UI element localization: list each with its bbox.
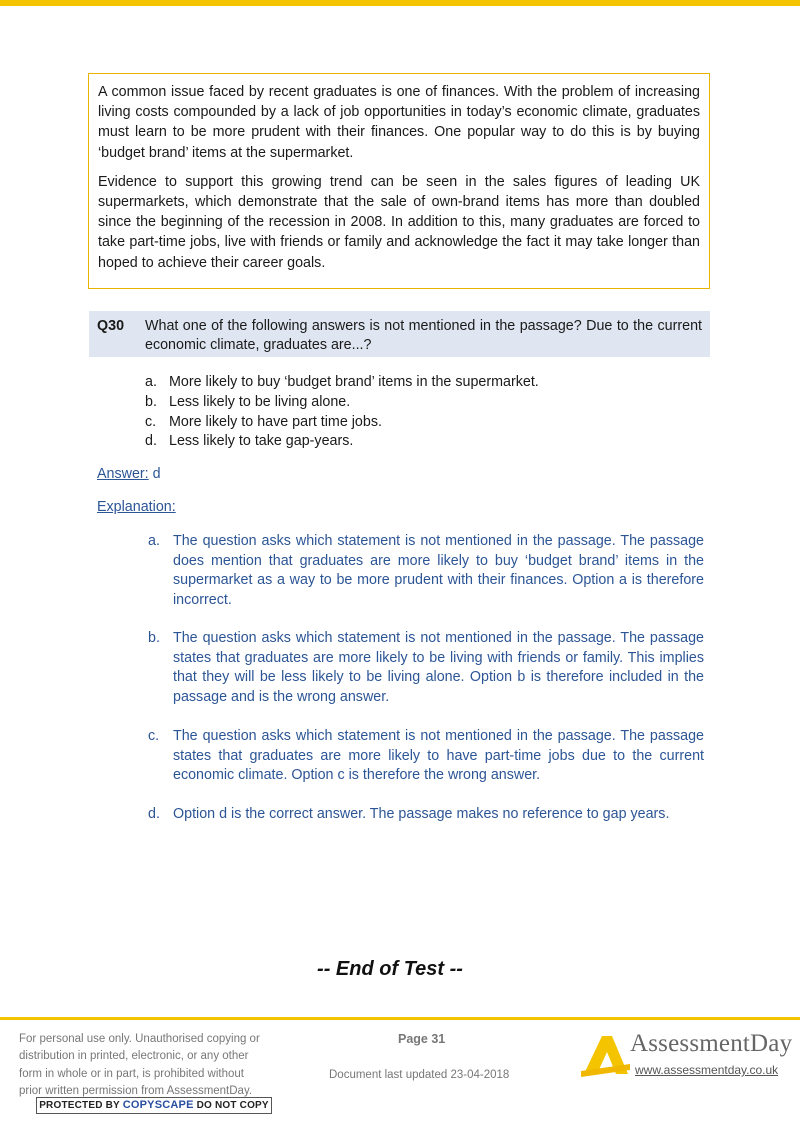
- option-item: [145, 373, 605, 393]
- disclaimer-line: distribution in printed, electronic, or any other: [19, 1050, 249, 1063]
- option-text: Less likely to take gap-years.: [169, 433, 354, 450]
- explanation-letter: d.: [148, 806, 160, 822]
- top-accent-bar: [0, 0, 800, 6]
- explanation-item: [148, 629, 704, 707]
- footer-disclaimer: [19, 1031, 289, 1101]
- copyscape-brand: COPYSCAPE: [122, 1099, 194, 1111]
- question-bar: [89, 311, 710, 357]
- option-text: More likely to buy ‘budget brand’ items in the supermarket.: [169, 374, 539, 390]
- explanation-letter: b.: [148, 630, 160, 646]
- disclaimer-line: prior written permission from AssessmentDay.: [19, 1085, 253, 1098]
- copyscape-prefix: PROTECTED BY: [39, 1100, 123, 1111]
- footer-divider: [0, 1017, 800, 1020]
- option-item: [145, 393, 605, 413]
- question-text: What one of the following answers is not mentioned in the passage? Due to the current economic climate, graduates are...?: [145, 318, 702, 353]
- passage-paragraph: A common issue faced by recent graduates is one of finances. With the problem of increasing living costs compounded by a lack of job opportunities in today’s economic climate, graduates must learn to be more prudent with their finances. One popular way to do this is by buying ‘budget brand’ items at the supermarket.: [98, 84, 700, 161]
- option-letter: a.: [145, 374, 157, 390]
- answer-value: d: [148, 466, 161, 482]
- option-text: More likely to have part time jobs.: [169, 413, 382, 430]
- explanation-letter: c.: [148, 728, 160, 744]
- passage-paragraph: Evidence to support this growing trend can be seen in the sales figures of leading UK supermarkets, which demonstrate that the sale of own-brand items has more than doubled since the beginning of the recession in 2008. In addition to this, many graduates are forced to take part-time jobs, live with friends or family and acknowledge the fact it may take longer than hoped to achieve their career goals.: [98, 173, 700, 271]
- explanation-text: The question asks which statement is not mentioned in the passage. The passage states that graduates are more likely to have part-time jobs due to the current economic climate. Option c is therefore the wrong answer.: [173, 728, 704, 784]
- option-letter: d.: [145, 433, 157, 450]
- document-updated-date: Document last updated 23-04-2018: [329, 1069, 510, 1081]
- copyscape-suffix: DO NOT COPY: [193, 1100, 269, 1111]
- explanation-letter: a.: [148, 533, 160, 549]
- question-number: Q30: [97, 318, 125, 334]
- copyscape-badge[interactable]: [36, 1097, 272, 1114]
- explanation-item: [148, 532, 704, 610]
- option-item: [145, 413, 605, 433]
- answer-label: Answer:: [97, 466, 149, 482]
- passage-box: [88, 73, 710, 289]
- explanation-label: Explanation:: [97, 499, 176, 515]
- explanation-text: The question asks which statement is not mentioned in the passage. The passage states that graduates are more likely to be living with friends or family. This implies that they will be less likely to be living alone. Option b is therefore included in the passage and is the wrong answer.: [173, 630, 704, 705]
- assessmentday-logo-text: AssessmentDay: [630, 1030, 793, 1057]
- explanation-text: Option d is the correct answer. The passage makes no reference to gap years.: [173, 806, 670, 822]
- option-letter: b.: [145, 393, 157, 410]
- disclaimer-line: For personal use only. Unauthorised copying or: [19, 1033, 260, 1045]
- end-of-test-heading: -- End of Test --: [317, 958, 463, 980]
- answer-line: [97, 466, 161, 482]
- assessmentday-logo-icon: [580, 1030, 632, 1078]
- explanation-item: [148, 727, 704, 786]
- explanation-item: [148, 805, 704, 825]
- disclaimer-line: form in whole or in part, is prohibited without: [19, 1067, 244, 1080]
- explanation-text: The question asks which statement is not mentioned in the passage. The passage does mention that graduates are more likely to buy ‘budget brand’ items in the supermarket as a way to be more prudent with their finances. Option a is therefore incorrect.: [173, 533, 704, 608]
- option-letter: c.: [145, 413, 157, 430]
- page-number: Page 31: [398, 1032, 446, 1046]
- website-link[interactable]: www.assessmentday.co.uk: [635, 1063, 779, 1077]
- answer-options: [145, 373, 605, 452]
- option-text: Less likely to be living alone.: [169, 393, 351, 410]
- option-item: [145, 432, 605, 452]
